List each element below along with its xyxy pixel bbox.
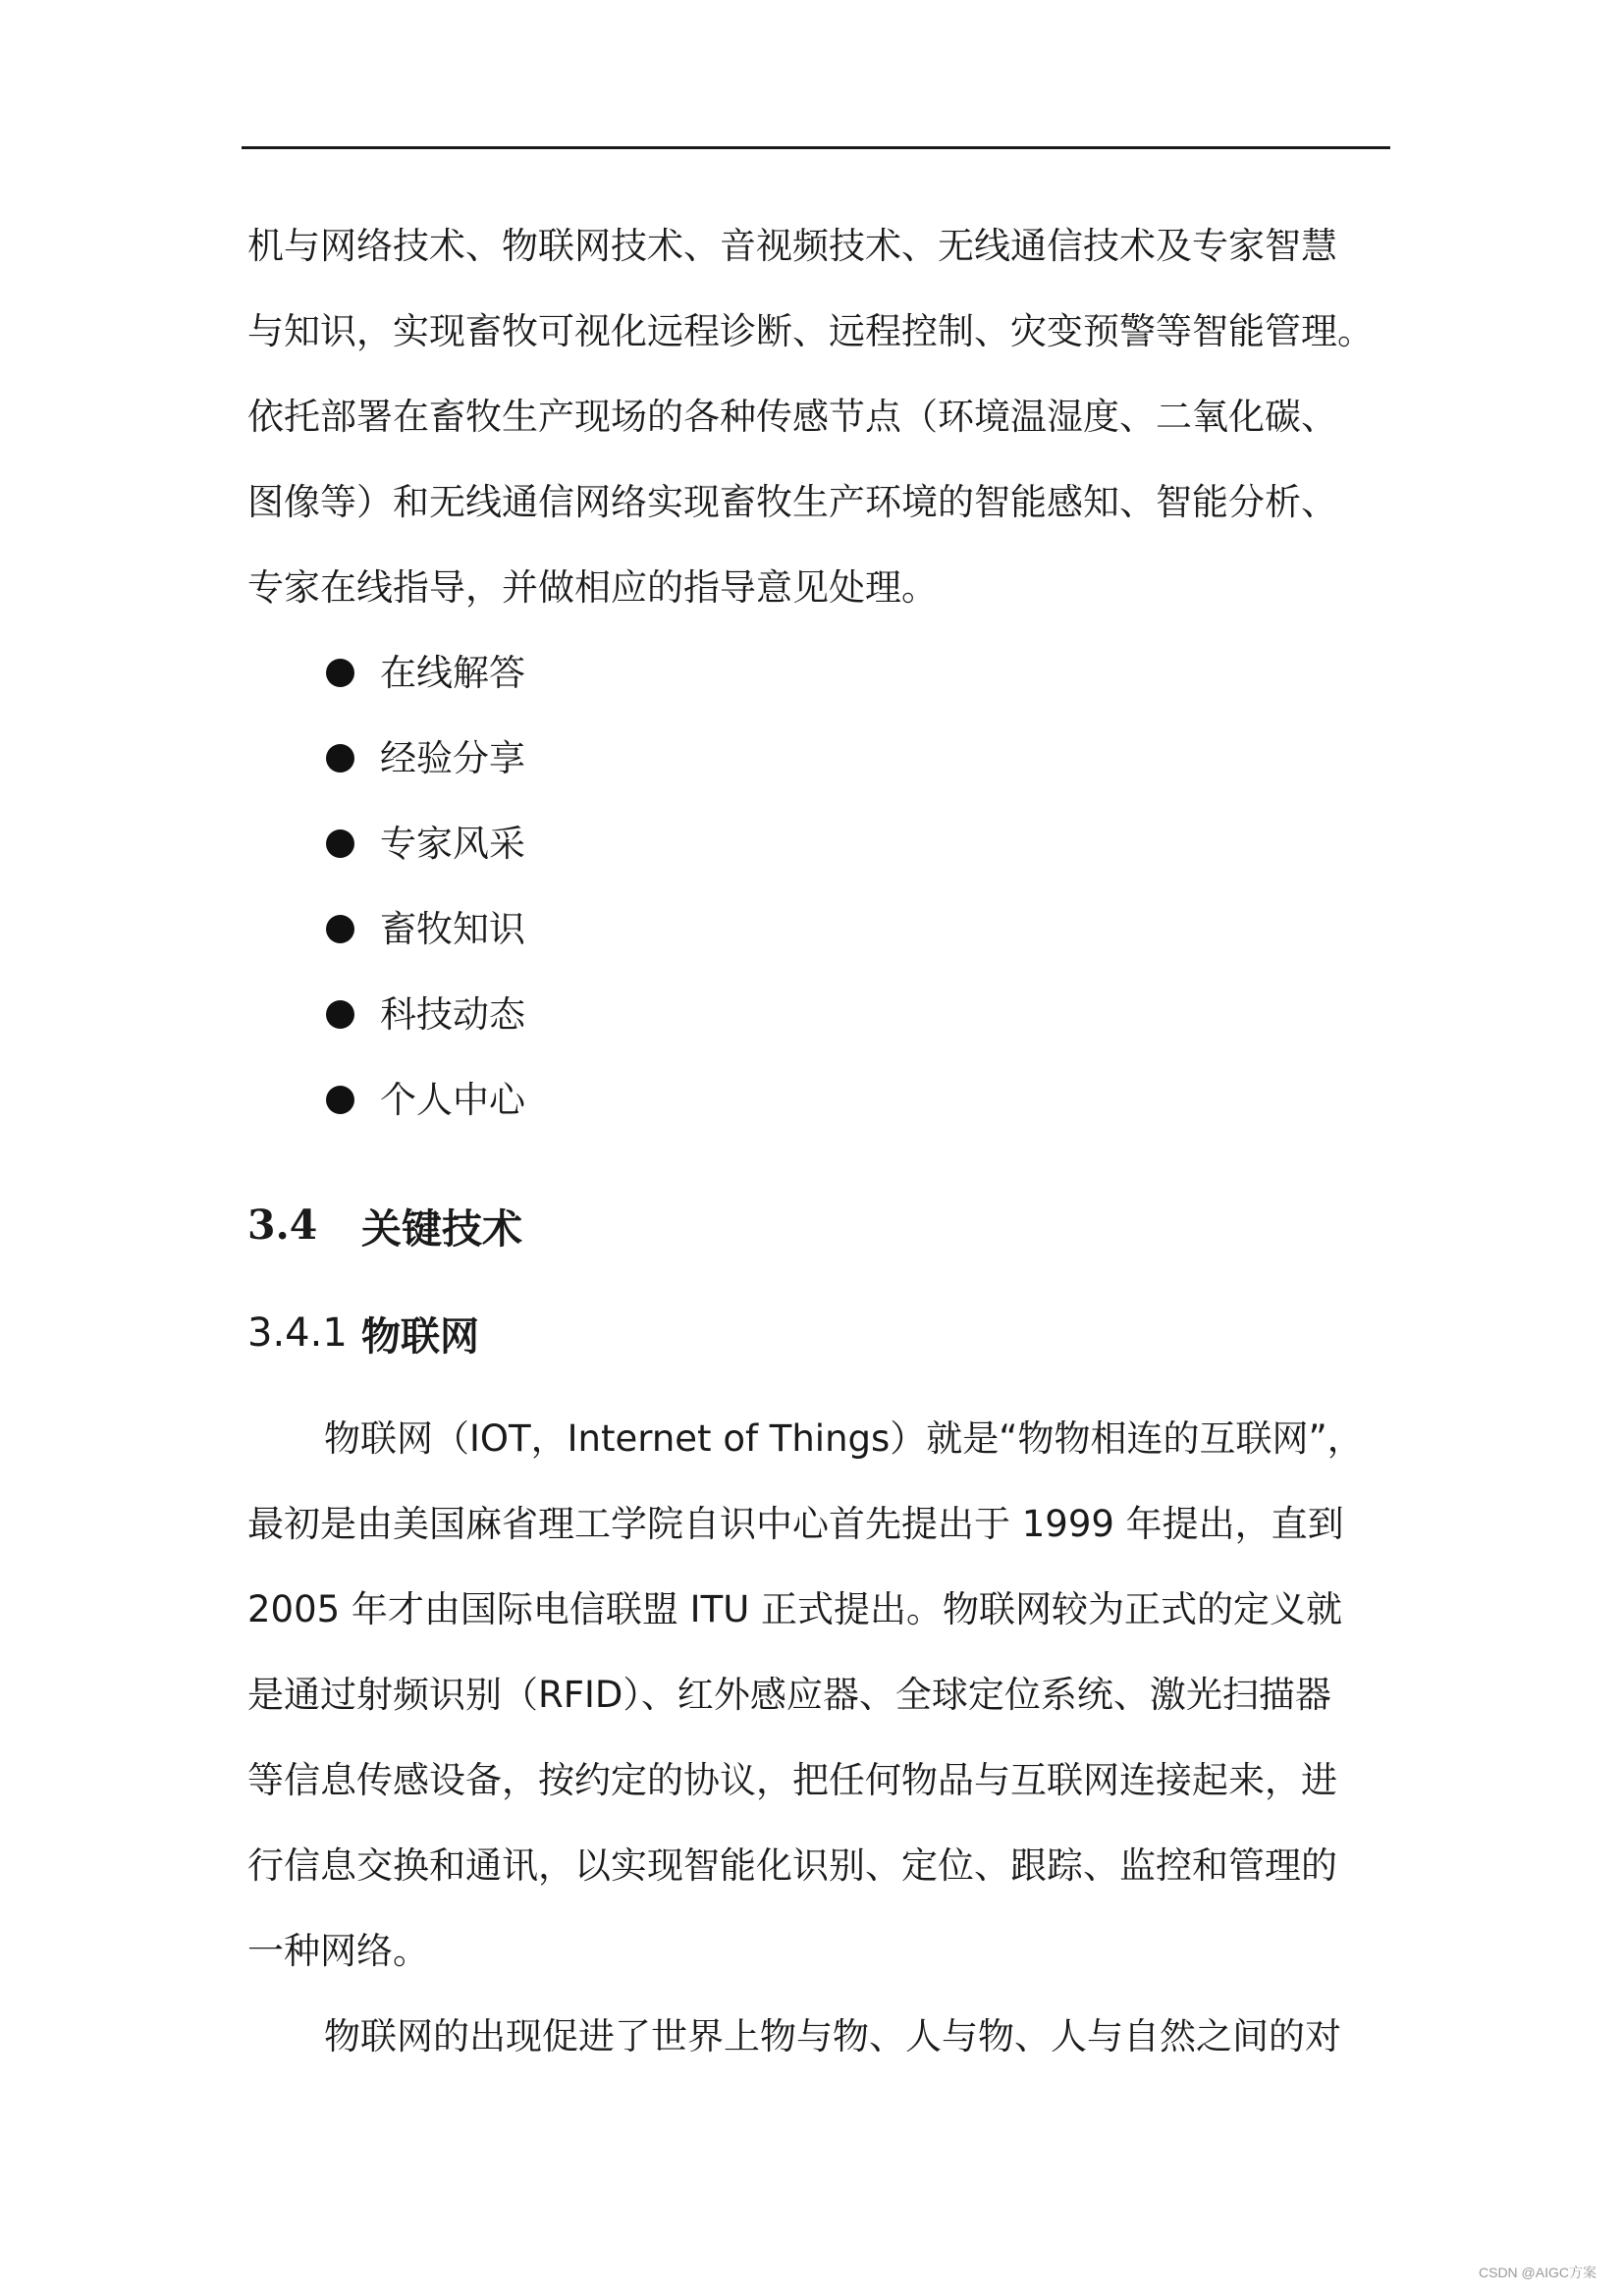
list-item: [247, 886, 1390, 972]
text-line: 一种网络。: [247, 1930, 429, 1972]
section-heading: [247, 1166, 1390, 1284]
text-line: 最初是由美国麻省理工学院自识中心首先提出于 1999 年提出，直到: [247, 1503, 1344, 1545]
list-item-label: 专家风采: [380, 823, 525, 865]
list-item: [247, 801, 1390, 886]
header-rule: [242, 146, 1390, 149]
text-line: 图像等）和无线通信网络实现畜牧生产环境的智能感知、智能分析、: [247, 481, 1337, 523]
text-line: 专家在线指导，并做相应的指导意见处理。: [247, 566, 938, 609]
text-line: 物联网的出现促进了世界上物与物、人与物、人与自然之间的对: [324, 2015, 1341, 2057]
text-line: 物联网（IOT，Internet of Things）就是“物物相连的互联网”，: [324, 1417, 1364, 1460]
subsection-number: 3.4.1: [247, 1310, 348, 1356]
list-item: [247, 972, 1390, 1057]
list-item-label: 在线解答: [380, 652, 525, 694]
text-line: 行信息交换和通讯，以实现智能化识别、定位、跟踪、监控和管理的: [247, 1844, 1337, 1887]
bullet-icon: [326, 1000, 354, 1029]
paragraph-iot-definition: [247, 1396, 1390, 1994]
list-item: [247, 1057, 1390, 1143]
list-item-label: 经验分享: [380, 737, 525, 779]
paragraph-iot-impact: [247, 1994, 1390, 2079]
list-item-label: 科技动态: [380, 993, 525, 1036]
list-item: [247, 716, 1390, 801]
text-line: 与知识，实现畜牧可视化远程诊断、远程控制、灾变预警等智能管理。: [247, 310, 1374, 352]
bullet-icon: [326, 1086, 354, 1114]
bullet-icon: [326, 915, 354, 943]
bullet-icon: [326, 659, 354, 687]
list-item-label: 畜牧知识: [380, 908, 525, 950]
text-line: 等信息传感设备，按约定的协议，把任何物品与互联网连接起来，进: [247, 1759, 1337, 1801]
text-line: 依托部署在畜牧生产现场的各种传感节点（环境温湿度、二氧化碳、: [247, 396, 1337, 438]
bullet-icon: [326, 829, 354, 858]
subsection-heading: [247, 1284, 1390, 1382]
list-item-label: 个人中心: [380, 1079, 525, 1121]
watermark: CSDN @AIGC方案: [1479, 2265, 1597, 2280]
page-content: [247, 203, 1390, 2079]
section-number: 3.4: [247, 1201, 318, 1249]
text-line: 2005 年才由国际电信联盟 ITU 正式提出。物联网较为正式的定义就: [247, 1588, 1343, 1630]
bullet-icon: [326, 744, 354, 773]
feature-list: [247, 630, 1390, 1143]
subsection-title: 物联网: [361, 1313, 479, 1360]
text-line: 是通过射频识别（RFID）、红外感应器、全球定位系统、激光扫描器: [247, 1674, 1331, 1716]
text-line: 机与网络技术、物联网技术、音视频技术、无线通信技术及专家智慧: [247, 225, 1337, 267]
section-title: 关键技术: [361, 1204, 522, 1253]
list-item: [247, 630, 1390, 716]
paragraph-intro: [247, 203, 1390, 630]
